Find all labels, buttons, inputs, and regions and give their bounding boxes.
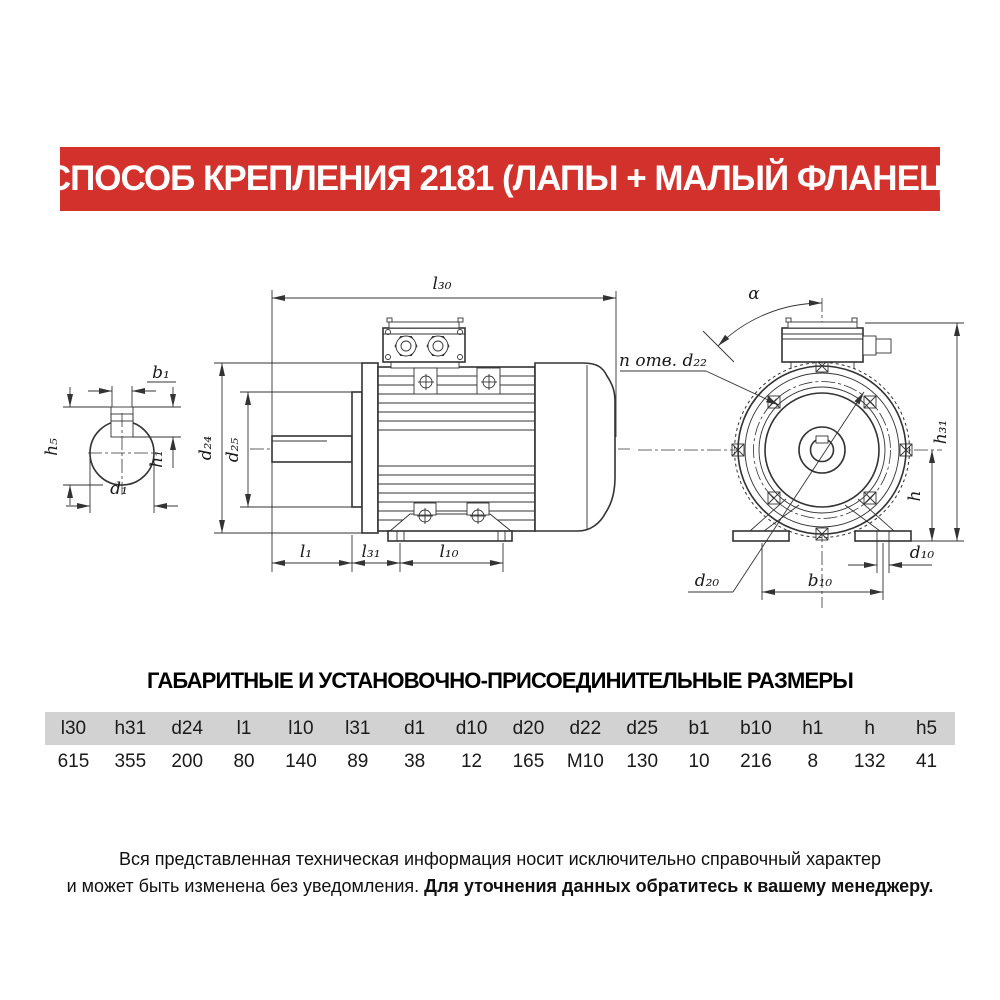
dim-value: 216 bbox=[740, 751, 772, 772]
disclaimer-line1: Вся представленная техническая информация носит исключительно справочный характер bbox=[118, 849, 882, 869]
banner-title: СПОСОБ КРЕПЛЕНИЯ 2181 (ЛАПЫ + МАЛЫЙ ФЛАНЕЦ) bbox=[45, 159, 955, 198]
label-h31: h₃₁ bbox=[931, 419, 951, 445]
col-header: l31 bbox=[345, 718, 371, 739]
disclaimer-line2-bold: Для уточнения данных обратитесь к вашему менеджеру. bbox=[424, 876, 934, 896]
col-header: h1 bbox=[802, 718, 824, 739]
label-l1: l₁ bbox=[299, 542, 313, 562]
dim-value: 10 bbox=[688, 751, 710, 772]
shaft-section-view bbox=[42, 363, 181, 513]
dim-b1 bbox=[88, 363, 176, 407]
dim-value: 165 bbox=[512, 751, 545, 772]
flange-outer-circle bbox=[738, 366, 906, 534]
label-l10: l₁₀ bbox=[439, 542, 459, 562]
terminal-box-side bbox=[383, 318, 465, 368]
label-d24: d₂₄ bbox=[196, 435, 216, 461]
label-d20: d₂₀ bbox=[694, 571, 720, 591]
dim-b10 bbox=[762, 543, 883, 600]
motor-front-view bbox=[619, 284, 964, 608]
keyway-notch bbox=[816, 436, 828, 443]
label-n-otv-d22: n отв. d₂₂ bbox=[619, 351, 707, 371]
dimensions-table bbox=[45, 712, 955, 778]
end-bell bbox=[535, 363, 615, 531]
cable-gland bbox=[427, 336, 449, 356]
label-alpha: α bbox=[748, 284, 760, 304]
label-h1: h₁ bbox=[147, 450, 167, 468]
dim-value: 89 bbox=[347, 751, 369, 772]
label-d10: d₁₀ bbox=[909, 543, 935, 563]
cable-gland bbox=[395, 336, 417, 356]
shaft bbox=[272, 436, 352, 462]
dim-value: 130 bbox=[626, 751, 659, 772]
motor-side-view bbox=[196, 274, 630, 572]
label-d1: d₁ bbox=[110, 479, 128, 499]
col-header: l10 bbox=[288, 718, 314, 739]
label-b10: b₁₀ bbox=[807, 571, 833, 591]
col-header: h31 bbox=[114, 718, 147, 739]
dim-value: 200 bbox=[171, 751, 204, 772]
dim-h bbox=[905, 450, 932, 541]
callout-n-otv-d22 bbox=[619, 351, 779, 405]
terminal-box-front bbox=[782, 318, 891, 369]
dim-value: 41 bbox=[915, 751, 938, 772]
disclaimer bbox=[0, 846, 1000, 900]
motor-technical-drawing bbox=[40, 255, 970, 610]
cable-gland-side bbox=[863, 336, 891, 355]
label-b1: b₁ bbox=[152, 363, 170, 383]
col-header: d25 bbox=[626, 718, 659, 739]
label-h5: h₅ bbox=[42, 438, 62, 456]
dim-value: 8 bbox=[807, 751, 819, 772]
col-header: b10 bbox=[740, 718, 772, 739]
col-header: l1 bbox=[236, 718, 252, 739]
flange-disc bbox=[362, 363, 378, 533]
col-header: h bbox=[864, 718, 875, 739]
dim-value: 80 bbox=[233, 751, 255, 772]
col-header: d22 bbox=[569, 718, 602, 739]
dim-value: 355 bbox=[114, 751, 147, 772]
col-header: d10 bbox=[455, 718, 488, 739]
dim-value: 12 bbox=[460, 751, 483, 772]
col-header: h5 bbox=[915, 718, 938, 739]
col-header: d20 bbox=[512, 718, 545, 739]
dim-value: 132 bbox=[853, 751, 886, 772]
dim-value: M10 bbox=[566, 751, 604, 772]
col-header: l30 bbox=[60, 718, 87, 739]
motor-body bbox=[378, 367, 535, 531]
col-header: b1 bbox=[688, 718, 710, 739]
table-header-row bbox=[45, 712, 955, 745]
label-h: h bbox=[905, 490, 925, 502]
label-l30: l₃₀ bbox=[432, 274, 452, 294]
dim-value: 140 bbox=[285, 751, 317, 772]
label-l31: l₃₁ bbox=[361, 542, 381, 562]
flange-spigot bbox=[352, 392, 362, 507]
section-title: ГАБАРИТНЫЕ И УСТАНОВОЧНО-ПРИСОЕДИНИТЕЛЬНЫЕ РАЗМЕРЫ bbox=[147, 668, 853, 693]
label-d25: d₂₅ bbox=[223, 437, 243, 463]
disclaimer-line2: и может быть изменена без уведомления. bbox=[66, 876, 420, 896]
dim-h5 bbox=[42, 387, 111, 505]
dim-value: 38 bbox=[404, 751, 426, 772]
col-header: d24 bbox=[171, 718, 204, 739]
title-banner bbox=[45, 147, 955, 211]
table-values-row bbox=[45, 745, 955, 778]
dim-value: 615 bbox=[57, 751, 90, 772]
col-header: d1 bbox=[404, 718, 426, 739]
